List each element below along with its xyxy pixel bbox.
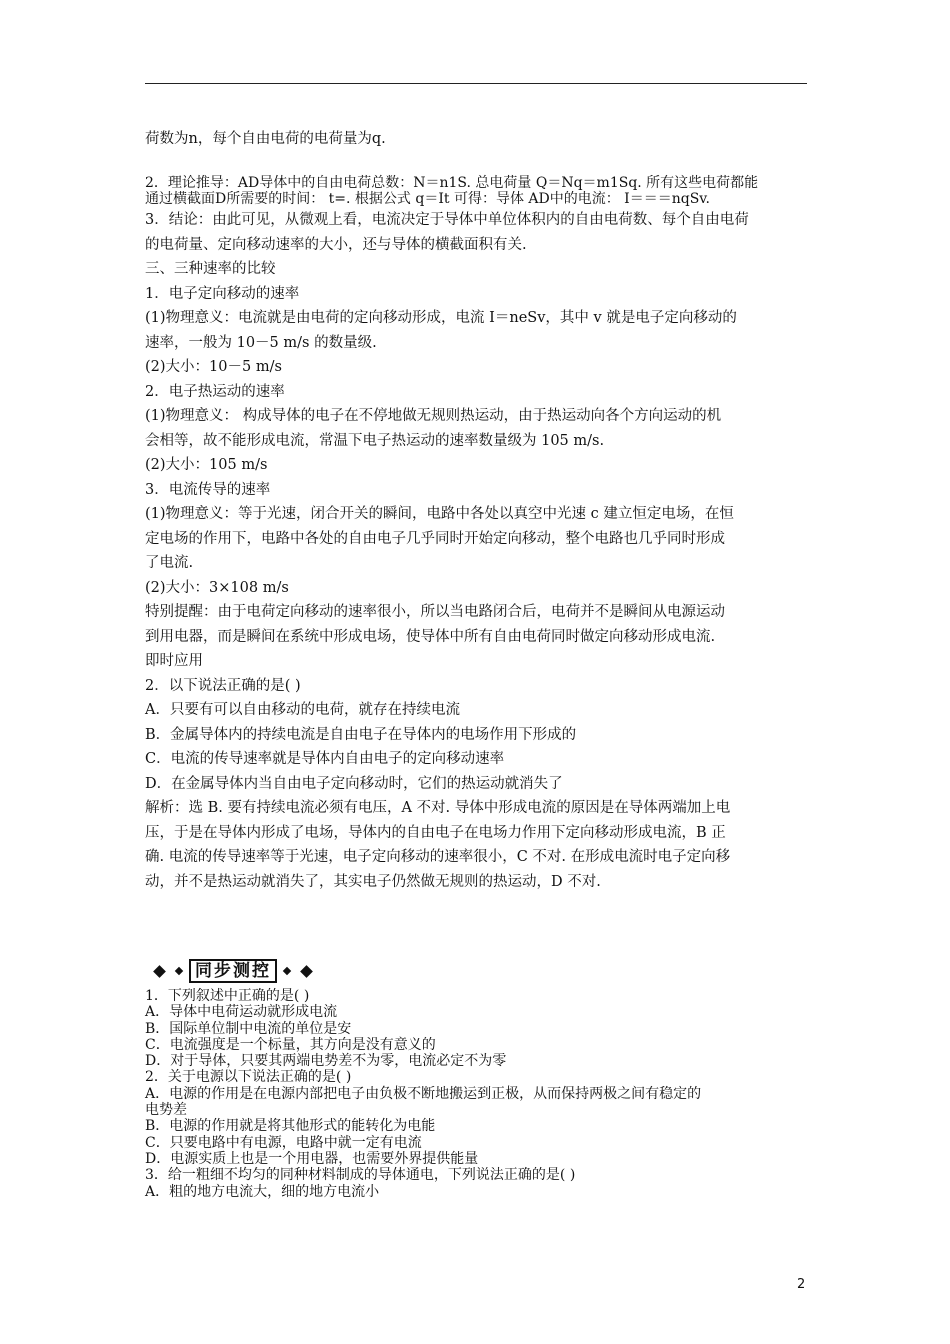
text-line: A．粗的地方电流大，细的地方电流小 — [145, 1183, 380, 1200]
text-line: 动，并不是热运动就消失了，其实电子仍然做无规则的热运动，D 不对. — [145, 873, 601, 890]
page-number: 2 — [797, 1277, 806, 1292]
text-line: 了电流. — [145, 555, 194, 571]
header-rule — [145, 83, 807, 84]
text-line: 3．给一粗细不均匀的同种材料制成的导体通电，下列说法正确的是( ) — [145, 1167, 576, 1184]
text-line: 到用电器，而是瞬间在系统中形成电场，使导体中所有自由电荷同时做定向移动形成电流. — [145, 628, 716, 645]
text-block-4 — [145, 988, 810, 1200]
text-line: 2．理论推导：AD导体中的自由电荷总数：N＝n1S. 总电荷量 Q＝Nq＝m1Sq. 所有这些电荷都能 — [145, 175, 759, 191]
diamond-icon — [175, 967, 183, 975]
text-line: D．在金属导体内当自由电子定向移动时，它们的热运动就消失了 — [145, 775, 563, 792]
text-line: D．电源实质上也是一个用电器，也需要外界提供能量 — [145, 1150, 479, 1167]
text-line: B．金属导体内的持续电流是自由电子在导体内的电场作用下形成的 — [145, 726, 577, 743]
text-line: (2)大小：10－5 m/s — [145, 359, 282, 375]
text-line: 3．结论：由此可见，从微观上看，电流决定于导体中单位体积内的自由电荷数、每个自由电荷 — [145, 212, 749, 228]
text-line: 1．下列叙述中正确的是( ) — [145, 988, 310, 1004]
diamond-icon — [153, 965, 166, 978]
text-line: (2)大小：105 m/s — [145, 457, 268, 473]
text-line: 定电场的作用下，电路中各处的自由电子几乎同时开始定向移动，整个电路也几乎同时形成 — [145, 530, 725, 547]
text-line: (1)物理意义： 构成导体的电子在不停地做无规则热运动，由于热运动向各个方向运动的机 — [145, 408, 722, 424]
text-line: 压，于是在导体内形成了电场，导体内的自由电子在电场力作用下定向移动形成电流，B 正 — [145, 824, 726, 841]
text-line: 2．关于电源以下说法正确的是( ) — [145, 1069, 352, 1086]
text-line: A．导体中电荷运动就形成电流 — [145, 1004, 338, 1021]
text-line: (1)物理意义：等于光速，闭合开关的瞬间，电路中各处以真空中光速 c 建立恒定电场，在恒 — [145, 506, 734, 522]
text-line: 速率，一般为 10－5 m/s 的数量级. — [145, 334, 377, 351]
text-line: 确. 电流的传导速率等于光速，电子定向移动的速率很小，C 不对. 在形成电流时电子定向移 — [145, 849, 731, 865]
text-line: (1)物理意义：电流就是由电荷的定向移动形成，电流 I＝neSv，其中 v 就是电子定向移动的 — [145, 310, 737, 326]
text-line: C．电流强度是一个标量，其方向是没有意义的 — [145, 1036, 436, 1053]
text-line: 通过横截面D所需要的时间： t=. 根据公式 q＝It 可得：导体 AD中的电流： I＝＝＝nqSv. — [145, 191, 710, 208]
diamond-icon — [300, 965, 313, 978]
text-line: A．只要有可以自由移动的电荷，就存在持续电流 — [145, 702, 460, 718]
diamond-icon — [283, 967, 291, 975]
text-line: 三、三种速率的比较 — [145, 261, 276, 277]
text-line: C．只要电路中有电源，电路中就一定有电流 — [145, 1134, 422, 1151]
section-heading-title: 同步测控 — [189, 959, 277, 983]
text-block-3 — [145, 208, 810, 894]
text-line: 即时应用 — [145, 653, 203, 669]
text-line: 会相等，故不能形成电流，常温下电子热运动的速率数量级为 105 m/s. — [145, 432, 605, 449]
text-line: (2)大小：3×108 m/s — [145, 579, 289, 596]
text-line: 解析：选 B. 要有持续电流必须有电压，A 不对. 导体中形成电流的原因是在导体两端加上电 — [145, 800, 731, 816]
text-line: 电势差 — [145, 1102, 187, 1119]
text-line: 3．电流传导的速率 — [145, 481, 271, 498]
text-line: C．电流的传导速率就是导体内自由电子的定向移动速率 — [145, 751, 505, 767]
text-line: B．电源的作用就是将其他形式的能转化为电能 — [145, 1118, 436, 1135]
text-line: 2．以下说法正确的是( ) — [145, 677, 301, 694]
text-block-2 — [145, 175, 810, 208]
text-line: D．对于导体，只要其两端电势差不为零，电流必定不为零 — [145, 1053, 507, 1070]
section-heading — [150, 958, 316, 984]
text-line: 1．电子定向移动的速率 — [145, 285, 300, 302]
text-line: 荷数为n，每个自由电荷的电荷量为q. — [145, 131, 386, 147]
text-line: 2．电子热运动的速率 — [145, 383, 285, 400]
text-block-1 — [145, 127, 810, 152]
text-line: A．电源的作用是在电源内部把电子由负极不断地搬运到正极，从而保持两极之间有稳定的 — [145, 1085, 702, 1102]
text-line: 的电荷量、定向移动速率的大小，还与导体的横截面积有关. — [145, 236, 527, 253]
text-line: B．国际单位制中电流的单位是安 — [145, 1020, 352, 1037]
text-line: 特别提醒：由于电荷定向移动的速率很小，所以当电路闭合后，电荷并不是瞬间从电源运动 — [145, 604, 725, 620]
